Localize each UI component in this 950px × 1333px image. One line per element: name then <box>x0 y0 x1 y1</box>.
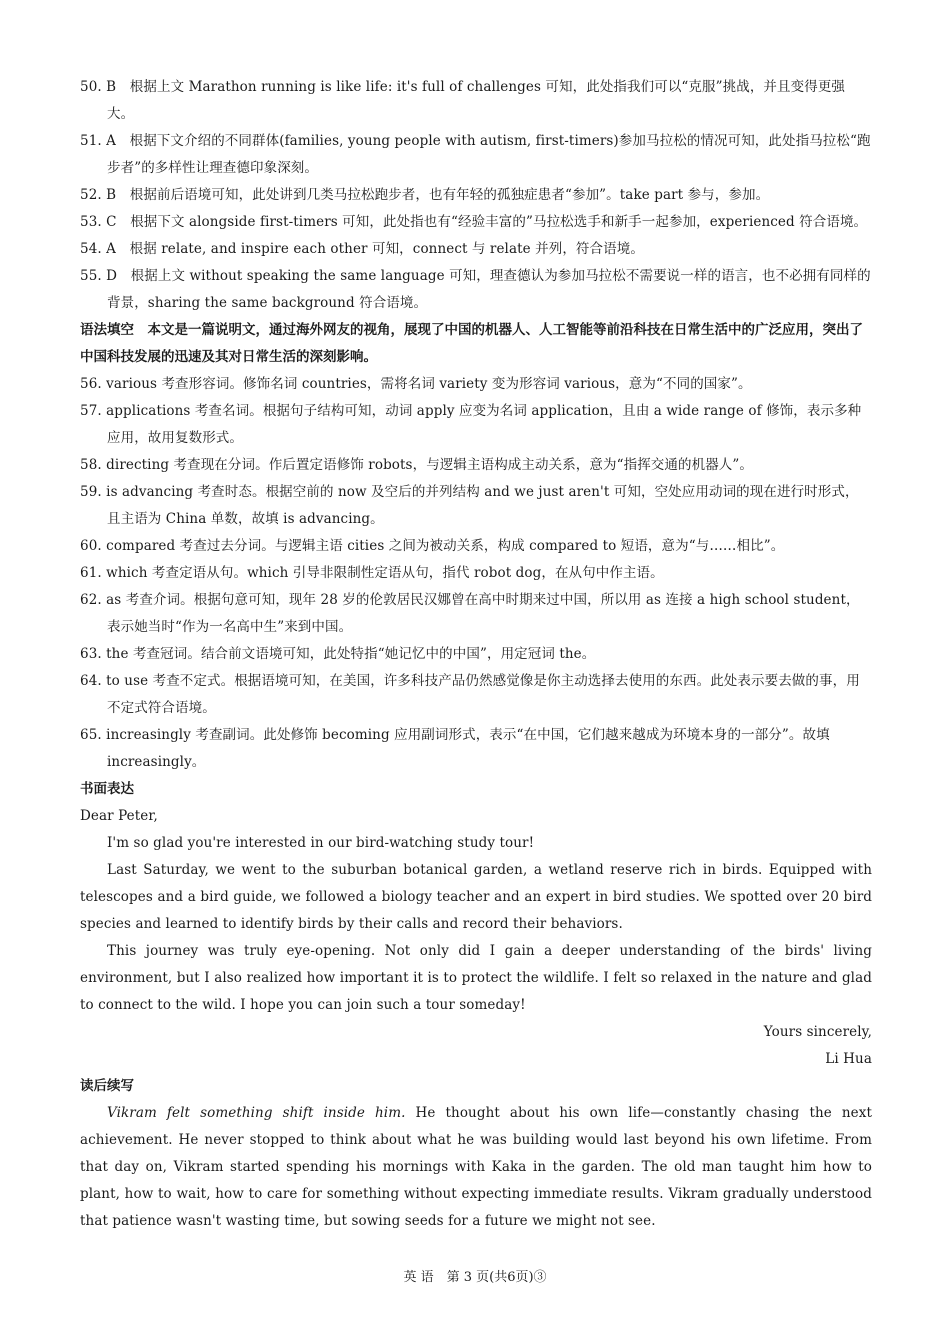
grammar-62: 62. as 考查介词。根据句意可知，现年 28 岁的伦敦居民汉娜曾在高中时期来过中国，所以用 as 连接 a high school student，表示她当时“作为一名高中生”来到中国。 <box>80 592 860 635</box>
writing-heading: 书面表达 <box>80 781 134 797</box>
grammar-heading: 语法填空 本文是一篇说明文，通过海外网友的视角，展现了中国的机器人、人工智能等前沿科技在日常生活中的广泛应用，突出了中国科技发展的迅速及其对日常生活的深刻影响。 <box>80 322 863 365</box>
continuation-heading: 读后续写 <box>80 1078 134 1094</box>
letter-paragraph-3: This journey was truly eye-opening. Not only did I gain a deeper understanding of the birds' living environment, but I also realized how important it is to protect the wildlife. I felt so relaxed in the nature and glad to connect to the wild. I hope you can join such a tour someday! <box>80 943 872 1013</box>
grammar-59: 59. is advancing 考查时态。根据空前的 now 及空后的并列结构 and we just aren't 可知，空处应用动词的现在进行时形式，且主语为 China 单数，故填 is advancing。 <box>80 484 859 527</box>
grammar-65: 65. increasingly 考查副词。此处修饰 becoming 应用副词形式，表示“在中国，它们越来越成为环境本身的一部分”。故填 increasingly。 <box>80 727 830 770</box>
grammar-58: 58. directing 考查现在分词。作后置定语修饰 robots，与逻辑主语构成主动关系，意为“指挥交通的机器人”。 <box>80 457 753 473</box>
grammar-64: 64. to use 考查不定式。根据语境可知，在美国，许多科技产品仍然感觉像是你主动选择去使用的东西。此处表示要去做的事，用不定式符合语境。 <box>80 673 860 716</box>
answer-53: 53. C 根据下文 alongside first-timers 可知，此处指也有“经验丰富的”马拉松选手和新手一起参加，experienced 符合语境。 <box>80 214 868 230</box>
answer-54: 54. A 根据 relate, and inspire each other 可知，connect 与 relate 并列，符合语境。 <box>80 241 644 257</box>
letter-paragraph-2: Last Saturday, we went to the suburban botanical garden, a wetland reserve rich in birds. Equipped with telescopes and a bird guide, we followed a biology teacher and an expert in bird studies. We spotted over 20 bird species and learned to identify birds by their calls and record their behaviors. <box>80 862 872 932</box>
page-footer: 英 语 第 3 页(共6页)③ <box>403 1270 547 1285</box>
continuation-paragraph <box>80 1100 872 1235</box>
answer-50: 50. B 根据上文 Marathon running is like life: it's full of challenges 可知，此处指我们可以“克服”挑战，并且变得更强大。 <box>80 79 846 122</box>
grammar-61: 61. which 考查定语从句。which 引导非限制性定语从句，指代 robot dog，在从句中作主语。 <box>80 565 664 581</box>
grammar-63: 63. the 考查冠词。结合前文语境可知，此处特指“她记忆中的中国”，用定冠词 the。 <box>80 646 596 662</box>
grammar-60: 60. compared 考查过去分词。与逻辑主语 cities 之间为被动关系，构成 compared to 短语，意为“与……相比”。 <box>80 538 785 554</box>
letter-signature: Li Hua <box>825 1051 872 1067</box>
continuation-lead: Vikram felt something shift inside him. <box>107 1105 406 1121</box>
letter-greeting: Dear Peter, <box>80 808 158 824</box>
answer-51: 51. A 根据下文介绍的不同群体(families, young people with autism, first-timers)参加马拉松的情况可知，此处指马拉松“跑步者”的多样性让理查德印象深刻。 <box>80 133 871 176</box>
letter-closing: Yours sincerely, <box>763 1024 872 1040</box>
continuation-text: He thought about his own life—constantly chasing the next achievement. He never stopped to think about what he was building would last beyond his own lifetime. From that day on, Vikram started spending his mornings with Kaka in the garden. The old man taught him how to plant, how to wait, how to care for something without expecting immediate results. Vikram gradually understood that patience wasn't wasting time, but sowing seeds for a future we might not see. <box>80 1105 872 1229</box>
answer-page <box>80 74 872 1235</box>
grammar-57: 57. applications 考查名词。根据句子结构可知，动词 apply 应变为名词 application，且由 a wide range of 修饰，表示多种应用，故用复数形式。 <box>80 403 862 446</box>
answer-52: 52. B 根据前后语境可知，此处讲到几类马拉松跑步者，也有年轻的孤独症患者“参加”。take part 参与，参加。 <box>80 187 770 203</box>
answer-55: 55. D 根据上文 without speaking the same language 可知，理查德认为参加马拉松不需要说一样的语言，也不必拥有同样的背景，sharing the same background 符合语境。 <box>80 268 871 311</box>
grammar-56: 56. various 考查形容词。修饰名词 countries，需将名词 variety 变为形容词 various，意为“不同的国家”。 <box>80 376 752 392</box>
letter-paragraph-1: I'm so glad you're interested in our bird-watching study tour! <box>107 835 535 851</box>
